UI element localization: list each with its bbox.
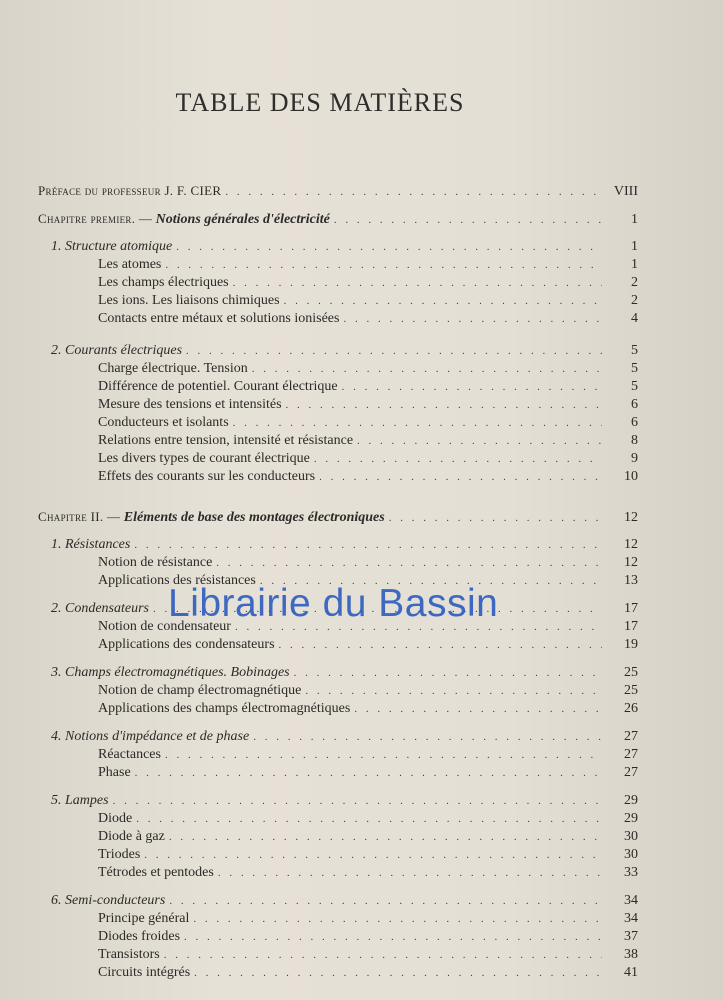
toc-page: 12 <box>624 555 638 570</box>
toc-page: 2 <box>631 293 638 308</box>
dot-leader <box>357 432 602 450</box>
dot-leader <box>144 846 602 864</box>
toc-section <box>38 792 638 810</box>
watermark: Librairie du Bassin <box>168 582 499 625</box>
toc-item <box>38 432 638 450</box>
toc-label: Diode à gaz <box>98 829 165 844</box>
toc-page: 13 <box>624 573 638 588</box>
toc-page: 10 <box>624 469 638 484</box>
dot-leader <box>354 700 602 718</box>
dot-leader <box>334 211 602 229</box>
dot-leader <box>216 554 602 572</box>
toc-label: 6. Semi-conducteurs <box>51 893 166 908</box>
toc-label: Tétrodes et pentodes <box>98 865 214 880</box>
toc-item <box>38 396 638 414</box>
dot-leader <box>389 509 602 527</box>
dot-leader <box>164 946 602 964</box>
chapter-prefix: Chapitre II. — <box>38 509 121 524</box>
toc-page: 1 <box>631 239 638 254</box>
chapter-title: Eléments de base des montages électroniques <box>123 510 385 525</box>
toc-section <box>38 342 638 360</box>
toc-page: 19 <box>624 637 638 652</box>
toc-label: 4. Notions d'impédance et de phase <box>51 729 250 744</box>
toc-label: Applications des condensateurs <box>98 637 275 652</box>
toc-item <box>38 846 638 864</box>
toc-label: Les champs électriques <box>98 275 229 290</box>
toc-section <box>38 238 638 256</box>
toc-label: Diodes froides <box>98 929 181 944</box>
toc-label <box>38 210 330 229</box>
toc-label: Applications des champs électromagnétiques <box>98 701 351 716</box>
dot-leader <box>165 256 602 274</box>
toc-section <box>38 664 638 682</box>
toc-item <box>38 414 638 432</box>
toc-label: 1. Structure atomique <box>51 239 173 254</box>
dot-leader <box>169 892 602 910</box>
toc-label: Diode <box>98 811 133 826</box>
toc-label: Applications des résistances <box>98 573 256 588</box>
toc-page: 12 <box>624 537 638 552</box>
toc-page: 25 <box>624 665 638 680</box>
toc-item <box>38 682 638 700</box>
dot-leader <box>233 414 602 432</box>
dot-leader <box>169 828 602 846</box>
dot-leader <box>253 728 602 746</box>
toc-label: Les ions. Les liaisons chimiques <box>98 293 280 308</box>
toc-page: 26 <box>624 701 638 716</box>
dot-leader <box>342 378 602 396</box>
toc-label: Mesure des tensions et intensités <box>98 397 282 412</box>
dot-leader <box>284 292 602 310</box>
toc-label: Réactances <box>98 747 161 762</box>
toc-item <box>38 292 638 310</box>
toc-page: 33 <box>624 865 638 880</box>
dot-leader <box>184 928 602 946</box>
toc-label: 2. Condensateurs <box>51 601 149 616</box>
toc-page: 5 <box>631 379 638 394</box>
dot-leader <box>186 342 602 360</box>
dot-leader <box>279 636 602 654</box>
toc-item <box>38 864 638 882</box>
toc-item <box>38 964 638 982</box>
toc-page: 5 <box>631 343 638 358</box>
toc-item <box>38 256 638 274</box>
toc-label <box>38 508 385 527</box>
toc-page: 17 <box>624 601 638 616</box>
toc-section <box>38 728 638 746</box>
toc-label: Conducteurs et isolants <box>98 415 229 430</box>
toc-page: 29 <box>624 793 638 808</box>
toc-page: 38 <box>624 947 638 962</box>
toc-label: Différence de potentiel. Courant électrique <box>98 379 338 394</box>
toc-item <box>38 828 638 846</box>
toc-page: 25 <box>624 683 638 698</box>
toc-item <box>38 700 638 718</box>
dot-leader <box>252 360 602 378</box>
toc-label: Circuits intégrés <box>98 965 191 980</box>
toc-page: 1 <box>631 257 638 272</box>
dot-leader <box>165 746 602 764</box>
toc-page: VIII <box>613 184 638 199</box>
toc-page: 30 <box>624 847 638 862</box>
dot-leader <box>294 664 602 682</box>
dot-leader <box>193 910 602 928</box>
toc-label: Principe général <box>98 911 190 926</box>
toc-item <box>38 636 638 654</box>
toc-label: Contacts entre métaux et solutions ionisées <box>98 311 340 326</box>
toc-label: 5. Lampes <box>51 793 109 808</box>
toc-label: Notion de résistance <box>98 555 213 570</box>
dot-leader <box>286 396 602 414</box>
page-title: TABLE DES MATIÈRES <box>175 88 465 117</box>
toc-page: 2 <box>631 275 638 290</box>
toc-page: 17 <box>624 619 638 634</box>
toc-preface <box>38 182 638 200</box>
toc-page: 41 <box>624 965 638 980</box>
dot-leader <box>319 468 602 486</box>
toc-label: Charge électrique. Tension <box>98 361 248 376</box>
toc-item <box>38 554 638 572</box>
dot-leader <box>314 450 602 468</box>
dot-leader <box>305 682 602 700</box>
dot-leader <box>218 864 602 882</box>
toc-page: 34 <box>624 911 638 926</box>
dot-leader <box>136 810 602 828</box>
chapter-title: Notions générales d'électricité <box>155 212 330 227</box>
toc-item <box>38 378 638 396</box>
toc-item <box>38 746 638 764</box>
toc-label: Transistors <box>98 947 160 962</box>
toc-chapter <box>38 210 638 228</box>
toc-page: 5 <box>631 361 638 376</box>
toc-item <box>38 928 638 946</box>
toc-page: 27 <box>624 729 638 744</box>
toc-label: Triodes <box>98 847 141 862</box>
dot-leader <box>134 536 602 554</box>
chapter-prefix: Chapitre premier. — <box>38 211 153 226</box>
toc-item <box>38 360 638 378</box>
dot-leader <box>343 310 602 328</box>
toc-label: Phase <box>98 765 131 780</box>
dot-leader <box>176 238 602 256</box>
toc-item <box>38 450 638 468</box>
toc-item <box>38 764 638 782</box>
dot-leader <box>135 764 602 782</box>
toc-label: 1. Résistances <box>51 537 131 552</box>
toc-item <box>38 274 638 292</box>
toc-page: 6 <box>631 397 638 412</box>
toc-item <box>38 810 638 828</box>
toc-label: Les divers types de courant électrique <box>98 451 310 466</box>
toc-label: Notion de champ électromagnétique <box>98 683 302 698</box>
toc-label: 3. Champs électromagnétiques. Bobinages <box>51 665 290 680</box>
toc-item <box>38 946 638 964</box>
toc-section <box>38 892 638 910</box>
toc-chapter <box>38 508 638 526</box>
toc-page: 1 <box>631 212 638 227</box>
toc-page: 34 <box>624 893 638 908</box>
toc-label: 2. Courants électriques <box>51 343 183 358</box>
toc-section <box>38 536 638 554</box>
toc-page: 8 <box>631 433 638 448</box>
dot-leader <box>225 183 602 201</box>
table-of-contents <box>38 170 638 982</box>
toc-item <box>38 310 638 328</box>
toc-page: 9 <box>631 451 638 466</box>
toc-label: Relations entre tension, intensité et résistance <box>98 433 354 448</box>
toc-item <box>38 468 638 486</box>
toc-page: 27 <box>624 765 638 780</box>
dot-leader <box>113 792 602 810</box>
dot-leader <box>233 274 602 292</box>
toc-page: 6 <box>631 415 638 430</box>
toc-label: Préface du professeur J. F. CIER <box>38 183 222 198</box>
toc-label: Les atomes <box>98 257 162 272</box>
dot-leader <box>194 964 602 982</box>
toc-label: Notion de condensateur <box>98 619 231 634</box>
toc-item <box>38 910 638 928</box>
toc-label: Effets des courants sur les conducteurs <box>98 469 316 484</box>
toc-page: 37 <box>624 929 638 944</box>
toc-page: 27 <box>624 747 638 762</box>
toc-page: 4 <box>631 311 638 326</box>
toc-page: 29 <box>624 811 638 826</box>
toc-page: 12 <box>624 510 638 525</box>
toc-page: 30 <box>624 829 638 844</box>
